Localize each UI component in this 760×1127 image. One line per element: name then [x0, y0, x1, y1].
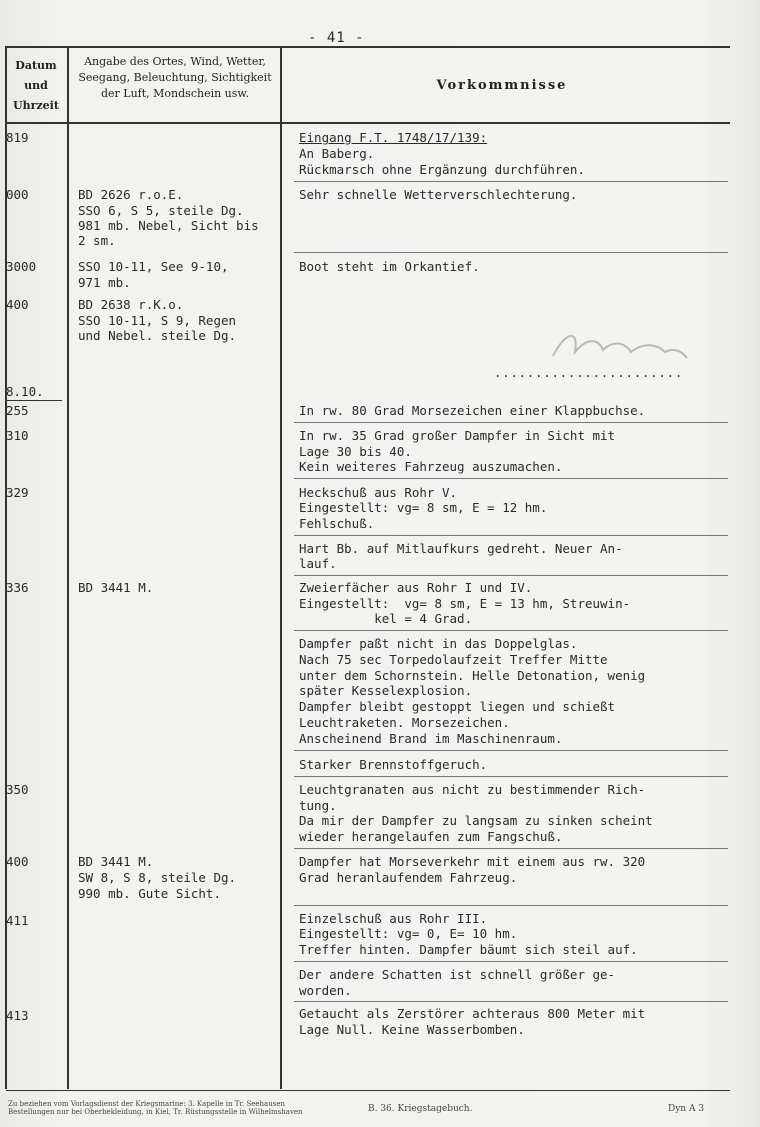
entry-text: Getaucht als Zerstörer achteraus 800 Meter mit — [299, 1006, 646, 1021]
entry-separator — [294, 478, 728, 479]
entry-time: 413 — [6, 1008, 29, 1023]
entry-time: 411 — [6, 913, 29, 928]
entry-date: 8.10. — [6, 384, 44, 399]
entry-time: 310 — [6, 428, 29, 443]
header-datum: Datum und Uhrzeit — [13, 59, 59, 112]
header-vorkommnisse: Vorkommnisse — [436, 78, 568, 93]
entry-text: Dampfer hat Morseverkehr mit einem aus rw. 320 — [299, 854, 646, 869]
column-rule-1 — [67, 46, 69, 1089]
entry-time: 336 — [6, 580, 29, 595]
entry-text: Lage Null. Keine Wasserbomben. — [299, 1022, 525, 1037]
entry-text: Da mir der Dampfer zu langsam zu sinken scheint — [299, 813, 653, 828]
entry-location: BD 3441 M. — [78, 580, 154, 595]
entry-separator — [294, 776, 728, 777]
entry-text: Fehlschuß. — [299, 516, 375, 531]
entry-location: 971 mb. — [78, 275, 131, 290]
entry-location: 2 sm. — [78, 233, 116, 248]
entry-location: BD 3441 M. — [78, 854, 154, 869]
entry-location: 981 mb. Nebel, Sicht bis — [78, 218, 259, 233]
entry-text: Rückmarsch ohne Ergänzung durchführen. — [299, 162, 585, 177]
entry-separator — [294, 535, 728, 536]
entry-location: SW 8, S 8, steile Dg. — [78, 870, 237, 885]
entry-location: SSO 6, S 5, steile Dg. — [78, 203, 244, 218]
entry-location: BD 2626 r.o.E. — [78, 187, 184, 202]
header-ort: Angabe des Ortes, Wind, Wetter, Seegang, Beleuchtung, Sichtigkeit der Luft, Mondschein usw. — [78, 55, 272, 100]
footer-imprint: Zu beziehen vom Vorlagsdienst der Kriegsmarine: 3. Kapelle in Tr. Seehausen Bestellungen nur bei Oberbekleidung, in Kiel, Tr. Rüstungsstelle in Wilhelmshaven — [8, 1100, 303, 1116]
entry-separator — [294, 422, 728, 423]
entry-text: Kein weiteres Fahrzeug auszumachen. — [299, 459, 563, 474]
table-bottom-rule — [6, 1090, 730, 1091]
entry-text: Heckschuß aus Rohr V. — [299, 485, 458, 500]
entry-text: Anscheinend Brand im Maschinenraum. — [299, 731, 563, 746]
entry-text: Grad heranlaufendem Fahrzeug. — [299, 870, 518, 885]
entry-text: Dampfer bleibt gestoppt liegen und schießt — [299, 699, 616, 714]
footer-form-code: Dyn A 3 — [668, 1104, 705, 1114]
entry-time: 329 — [6, 485, 29, 500]
entry-time: 400 — [6, 297, 29, 312]
entry-separator — [294, 905, 728, 906]
entry-separator — [294, 848, 728, 849]
entry-text: später Kesselexplosion. — [299, 683, 473, 698]
entry-separator — [294, 575, 728, 576]
entry-separator — [294, 181, 728, 182]
entry-text: Leuchtraketen. Morsezeichen. — [299, 715, 510, 730]
entry-time: 819 — [6, 130, 29, 145]
entry-text: Treffer hinten. Dampfer bäumt sich steil auf. — [299, 942, 638, 957]
entry-location: SSO 10-11, See 9-10, — [78, 259, 229, 274]
entry-separator — [294, 961, 728, 962]
dotted-separator: ....................... — [494, 366, 684, 380]
entry-text: Hart Bb. auf Mitlaufkurs gedreht. Neuer An- — [299, 541, 623, 556]
entry-text: Eingestellt: vg= 0, E= 10 hm. — [299, 926, 518, 941]
entry-text: Zweierfächer aus Rohr I und IV. — [299, 580, 533, 595]
entry-time: 000 — [6, 187, 29, 202]
entry-text: Boot steht im Orkantief. — [299, 259, 480, 274]
date-underline — [6, 400, 62, 401]
entry-text: Leuchtgranaten aus nicht zu bestimmender Rich- — [299, 782, 646, 797]
table-top-rule — [6, 46, 730, 48]
entry-text: An Baberg. — [299, 146, 375, 161]
entry-text: Einzelschuß aus Rohr III. — [299, 911, 488, 926]
entry-text: worden. — [299, 983, 352, 998]
entry-location: und Nebel. steile Dg. — [78, 328, 237, 343]
header-bottom-rule — [6, 122, 730, 124]
entry-text: lauf. — [299, 556, 337, 571]
entry-separator — [294, 1001, 728, 1002]
entry-text: Nach 75 sec Torpedolaufzeit Treffer Mitte — [299, 652, 608, 667]
entry-text: In rw. 80 Grad Morsezeichen einer Klappbuchse. — [299, 403, 646, 418]
entry-time: 400 — [6, 854, 29, 869]
entry-text: Der andere Schatten ist schnell größer ge- — [299, 967, 616, 982]
entry-location: 990 mb. Gute Sicht. — [78, 886, 221, 901]
entry-text: kel = 4 Grad. — [299, 611, 473, 626]
entry-time: 350 — [6, 782, 29, 797]
entry-text: unter dem Schornstein. Helle Detonation, wenig — [299, 668, 646, 683]
entry-separator — [294, 252, 728, 253]
entry-location: SSO 10-11, S 9, Regen — [78, 313, 237, 328]
entry-text: tung. — [299, 798, 337, 813]
footer-form-title: B. 36. Kriegstagebuch. — [368, 1104, 473, 1114]
entry-text: wieder herangelaufen zum Fangschuß. — [299, 829, 563, 844]
entry-text: Sehr schnelle Wetterverschlechterung. — [299, 187, 578, 202]
page-number: - 41 - — [308, 30, 365, 46]
entry-text: Eingestellt: vg= 8 sm, E = 12 hm. — [299, 500, 548, 515]
entry-text: Dampfer paßt nicht in das Doppelglas. — [299, 636, 578, 651]
entry-text: Lage 30 bis 40. — [299, 444, 412, 459]
entry-separator — [294, 750, 728, 751]
faint-signature — [545, 322, 690, 370]
entry-text: Eingang F.T. 1748/17/139: — [299, 130, 488, 145]
entry-text: In rw. 35 Grad großer Dampfer in Sicht mit — [299, 428, 616, 443]
entry-time: 255 — [6, 403, 29, 418]
entry-text: Eingestellt: vg= 8 sm, E = 13 hm, Streuwin- — [299, 596, 631, 611]
entry-text: Starker Brennstoffgeruch. — [299, 757, 488, 772]
entry-time: 3000 — [6, 259, 37, 274]
column-rule-2 — [280, 46, 282, 1089]
entry-separator — [294, 630, 728, 631]
entry-location: BD 2638 r.K.o. — [78, 297, 184, 312]
